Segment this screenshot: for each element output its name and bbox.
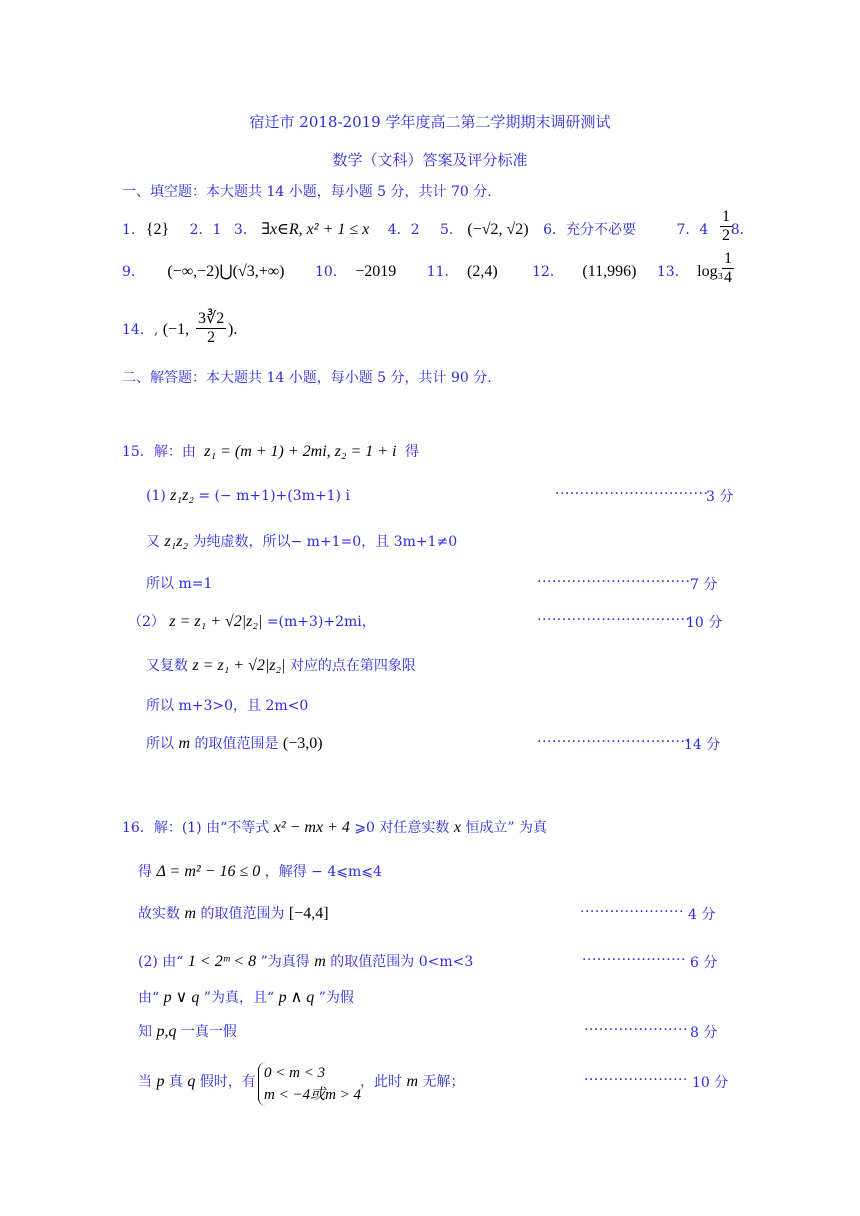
q2-answer: 2．1	[189, 222, 222, 238]
p15-step-7-a: 所以	[146, 736, 174, 752]
p16-case-system	[258, 1062, 361, 1106]
section-heading-fill-in: 一、填空题：本大题共 14 小题，每小题 5 分，共计 70 分.	[122, 184, 492, 200]
q12-answer: (11,996)	[582, 263, 637, 280]
p16-step-6-m: m	[406, 1073, 419, 1090]
p16-step-6-b: 真	[168, 1074, 183, 1090]
q11-answer: (2,4)	[466, 263, 498, 280]
p15-step-4	[128, 612, 376, 632]
q9-label: 9．	[122, 264, 145, 280]
p16-score-4: 10 分	[692, 1075, 729, 1091]
q13-fraction	[722, 250, 734, 287]
q12-label: 12．	[532, 264, 564, 280]
q6-answer: 6．充分不必要	[543, 222, 636, 238]
p16-intro-x: x	[453, 819, 461, 836]
q14-suffix: ).	[228, 321, 238, 338]
p15-step-1-math: z₁z₂	[170, 487, 194, 504]
p16-case-2: m < −4或m > 4	[264, 1087, 362, 1103]
p16-step-1-math: Δ = m² − 16 ≤ 0	[156, 863, 261, 880]
q4-answer: 4．2	[387, 222, 420, 238]
page-title: 宿迁市 2018-2019 学年度高二第二学期期末调研测试	[249, 113, 611, 131]
p16-step-3-math: 1 < 2ᵐ < 8	[187, 953, 257, 970]
p15-score-4: 14 分	[684, 737, 721, 753]
p15-step-1	[146, 486, 350, 506]
p15-dots-4: ·······························	[537, 734, 691, 750]
answer-row-3	[122, 320, 189, 340]
q11-label: 11．	[426, 264, 459, 280]
p15-intro-math: z₁ = (m + 1) + 2mi, z₂ = 1 + i	[204, 443, 397, 460]
p16-step-4-c: ”为假	[318, 990, 354, 1006]
p15-step-2-text: 为纯虚数，所以− m+1=0，且 3m+1≠0	[192, 534, 458, 550]
p15-score-2: 7 分	[690, 577, 718, 593]
q14-numerator: 3∛2	[198, 310, 225, 327]
q5-label: 5．	[440, 222, 463, 238]
p15-dots-2: ·······························	[537, 574, 691, 590]
p15-score-1: 3 分	[706, 489, 734, 505]
p16-dots-3: ·····················	[584, 1022, 688, 1038]
p15-step-5-text: 对应的点在第四象限	[289, 658, 416, 674]
p16-step-1-text: ，解得 − 4⩽m⩽4	[264, 864, 382, 880]
q14-denominator: 2	[207, 329, 216, 346]
q3-answer: ∃x∈R, x² + 1 ≤ x	[261, 221, 370, 238]
p16-intro-a: 16．解：(1) 由“不等式	[122, 820, 270, 836]
p16-step-3	[138, 952, 473, 972]
p15-step-1-label: (1)	[146, 488, 166, 504]
p16-dots-1: ·····················	[580, 904, 684, 920]
p16-step-4-math2: p ∧ q	[278, 989, 315, 1006]
p16-step-6-p: p	[156, 1073, 165, 1090]
p16-step-4-a: 由“	[138, 990, 160, 1006]
p16-step-5-text: 一真一假	[180, 1024, 237, 1040]
p15-step-6: 所以 m+3>0，且 2m<0	[146, 698, 309, 714]
p16-step-5-math: p,q	[156, 1023, 177, 1040]
p15-step-5-math: z = z₁ + √2|z₂|	[192, 657, 286, 674]
p16-score-1: 4 分	[688, 907, 716, 923]
p16-step-1	[138, 862, 382, 882]
p16-step-2	[138, 904, 329, 924]
q8-numerator: 1	[722, 208, 730, 225]
p16-intro-b: ⩾0 对任意实数	[354, 820, 450, 836]
p16-score-2: 6 分	[690, 955, 718, 971]
p16-step-3-a: (2) 由“	[138, 954, 184, 970]
p15-step-7	[146, 734, 323, 754]
p15-step-4-label: （2）	[128, 614, 165, 630]
p15-step-2-math: z₁z₂	[164, 533, 189, 550]
p15-step-5	[146, 656, 416, 676]
p15-step-3: 所以 m=1	[146, 576, 213, 592]
answer-row-2	[122, 262, 723, 282]
q14-fraction	[196, 310, 226, 347]
p15-step-7-m: m	[178, 735, 191, 752]
p16-step-2-m: m	[184, 905, 197, 922]
p16-step-5	[138, 1022, 237, 1042]
q8-label: 8．	[730, 222, 754, 238]
q3-label: 3．	[233, 222, 257, 238]
p16-step-4-math: p ∨ q	[163, 989, 200, 1006]
p16-step-3-b: ”为真得	[260, 954, 310, 970]
q8-denominator: 2	[722, 227, 730, 244]
q10-label: 10．	[314, 264, 347, 280]
q1-answer: {2}	[145, 221, 170, 238]
p16-step-4-b: ”为真，且“	[203, 990, 275, 1006]
q5-answer: (−√2, √2)	[467, 221, 529, 238]
p15-intro-text: 15．解：由	[122, 444, 196, 460]
q1-label: 1.	[122, 222, 136, 238]
p16-step-4	[138, 988, 354, 1008]
p15-step-4-math: z = z₁ + √2|z₂|	[169, 613, 263, 630]
p16-intro	[122, 818, 547, 838]
p16-score-3: 8 分	[690, 1025, 718, 1041]
p16-step-6-tail	[360, 1072, 464, 1092]
p16-intro-math: x² − mx + 4	[273, 819, 350, 836]
q7-answer: 7．4	[676, 222, 709, 238]
p16-dots-4: ·····················	[584, 1072, 688, 1088]
p15-step-7-text: 的取值范围是	[194, 736, 279, 752]
p16-step-2-a: 故实数	[138, 906, 180, 922]
p15-step-4-text: =(m+3)+2mi，	[266, 614, 376, 630]
q10-answer: −2019	[355, 263, 397, 280]
p16-step-3-c: 的取值范围为 0<m<3	[330, 954, 474, 970]
q13-numerator: 1	[724, 250, 732, 267]
q8-fraction	[720, 208, 732, 245]
p15-step-2-a: 又	[146, 534, 160, 550]
p16-step-1-a: 得	[138, 864, 152, 880]
page-subtitle: 数学（文科）答案及评分标准	[332, 151, 528, 169]
p16-dots-2: ·····················	[582, 952, 686, 968]
p16-step-5-a: 知	[138, 1024, 152, 1040]
p16-case-1: 0 < m < 3	[264, 1065, 326, 1081]
p15-step-7-math: (−3,0)	[282, 735, 323, 752]
q14-label: 14．,	[122, 322, 159, 338]
p16-step-6	[138, 1072, 256, 1092]
p16-step-3-m: m	[314, 953, 326, 970]
p16-step-2-math: [−4,4]	[288, 905, 329, 922]
p15-dots-1: ·······························	[555, 486, 709, 502]
p16-step-2-text: 的取值范围为	[200, 906, 285, 922]
answer-row-1	[122, 220, 754, 240]
p16-step-6-c: 假时，有	[199, 1074, 256, 1090]
p16-step-6-a: 当	[138, 1074, 152, 1090]
p15-intro	[122, 442, 419, 462]
q13-label: 13．	[656, 264, 689, 280]
p16-step-6-q: q	[187, 1073, 196, 1090]
p15-step-5-a: 又复数	[146, 658, 188, 674]
p16-step-6-d: ，此时	[360, 1074, 402, 1090]
q14-prefix: (−1,	[162, 321, 190, 338]
p16-step-6-e: 无解；	[422, 1074, 465, 1090]
p15-intro-tail: 得	[404, 444, 419, 460]
p15-step-1-text: = (− m+1)+(3m+1) i	[198, 488, 350, 504]
p16-intro-c: 恒成立” 为真	[465, 820, 548, 836]
p15-score-3: 10 分	[686, 615, 723, 631]
p15-dots-3: ·······························	[537, 612, 691, 628]
p15-step-2	[146, 532, 457, 552]
q9-answer: (−∞,−2)⋃(√3,+∞)	[167, 263, 285, 280]
q13-log: log₃	[697, 263, 724, 280]
section-heading-solutions: 二、解答题：本大题共 14 小题，每小题 5 分，共计 90 分.	[122, 370, 492, 386]
q13-denominator: 4	[724, 269, 732, 286]
